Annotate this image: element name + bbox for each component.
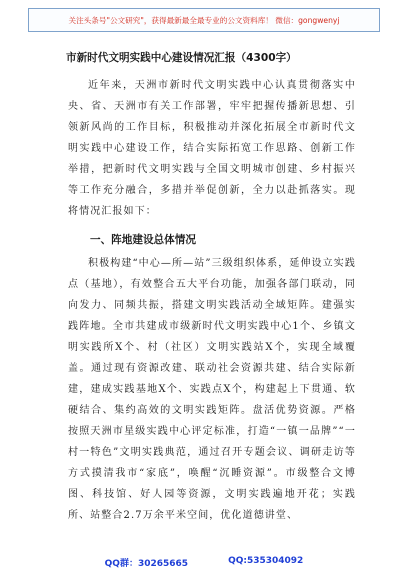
intro-paragraph: 近年来，天洲市新时代文明实践中心认真贯彻落实中央、省、天洲市有关工作部署，牢牢把握传播新思想、引领新风尚的工作目标，积极推动并深化拓展全市新时代文明实践中心建设工作，结合实际拓宽工作思路、创新工作举措，把新时代文明实践与全国文明城市创建、乡村振兴等工作充分融合，多措并举促创新，全力以赴抓落实。现将情况汇报如下： xyxy=(68,80,356,217)
footer xyxy=(0,556,408,574)
section-heading: 一、阵地建设总体情况 xyxy=(90,234,196,246)
footer-qq-group: QQ群：30265665 xyxy=(104,559,189,569)
document-title: 市新时代文明实践中心建设情况汇报（4300字） xyxy=(66,52,297,64)
section-paragraph: 积极构建“中心—所—站”三级组织体系，延伸设立实践点（基地），有效整合五大平台功能，加强各部门联动，同向发力、同频共振，搭建文明实践活动全域矩阵。建强实践阵地。全市共建成市级新时代文明实践中心1个、乡镇文明实践所X个、村（社区）文明实践站X个，实现全域覆盖。通过现有资源改建、联动社会资源共建、结合实际新建，建成实践基地X个、实践点X个，构建起上下贯通、软硬结合、集约高效的文明实践矩阵。盘活优势资源。严格按照天洲市星级实践中心评定标准，打造“一镇一品牌”“一村一特色”文明实践典范，通过召开专题会议、调研走访等方式摸清我市“家底”，唤醒“沉睡资源”。市级整合文博图、科技馆、好人园等资源，文明实践遍地开花；实践所、站整合2.7万余平米空间，优化道德讲堂、 xyxy=(68,258,356,521)
footer-qq-contact: QQ:535304092 xyxy=(228,556,304,566)
banner-text: 关注头条号"公文研究"，获得最新最全最专业的公文资料库！ 微信：gongwenyj xyxy=(68,15,340,25)
header-banner xyxy=(28,8,380,32)
document-body xyxy=(68,50,356,526)
